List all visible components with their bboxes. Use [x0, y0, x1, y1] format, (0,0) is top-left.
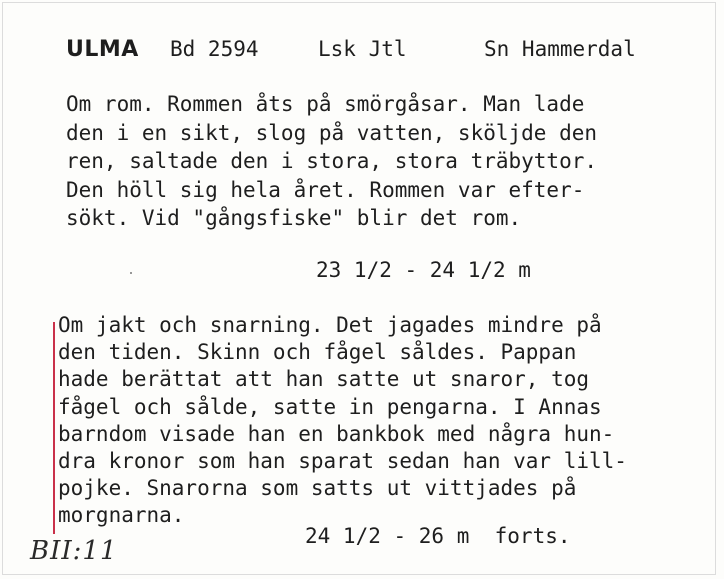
archive-label: ULMA: [66, 37, 139, 62]
tape-reference-1: 23 1/2 - 24 1/2 m: [316, 258, 531, 282]
text-line: den tiden. Skinn och fågel såldes. Pappan: [58, 340, 577, 365]
text-line: barndom visade han en bankbok med några hun-: [58, 421, 615, 446]
margin-mark: [53, 322, 55, 534]
card-header: [0, 37, 724, 67]
text-line: morgnarna.: [58, 503, 185, 528]
text-line: Den höll sig hela året. Rommen var efter-: [66, 177, 585, 202]
speck: [130, 272, 132, 274]
parish-label: Sn Hammerdal: [484, 37, 636, 61]
handwritten-note: BII:11: [30, 536, 118, 566]
section-hunting: [58, 312, 627, 530]
text-line: sökt. Vid "gångsfiske" blir det rom.: [66, 206, 522, 230]
text-line: dra kronor som han sparat sedan han var lill-: [58, 449, 627, 474]
text-line: Om rom. Rommen åts på smörgåsar. Man lade: [66, 92, 585, 116]
district-label: Lsk Jtl: [318, 37, 407, 61]
text-line: hade berättat att han satte ut snaror, tog: [58, 367, 590, 392]
text-line: ren, saltade den i stora, stora träbyttor.: [66, 149, 598, 173]
text-line: pojke. Snarorna som satts ut vittjades på: [58, 476, 577, 501]
section-roe: [66, 90, 597, 233]
text-line: den i en sikt, slog på vatten, sköljde den: [66, 120, 598, 145]
text-line: Om jakt och snarning. Det jagades mindre på: [58, 313, 602, 337]
volume-number: Bd 2594: [170, 37, 259, 61]
text-line: fågel och sålde, satte in pengarna. I Annas: [58, 394, 602, 419]
tape-reference-2: 24 1/2 - 26 m forts.: [305, 524, 571, 548]
